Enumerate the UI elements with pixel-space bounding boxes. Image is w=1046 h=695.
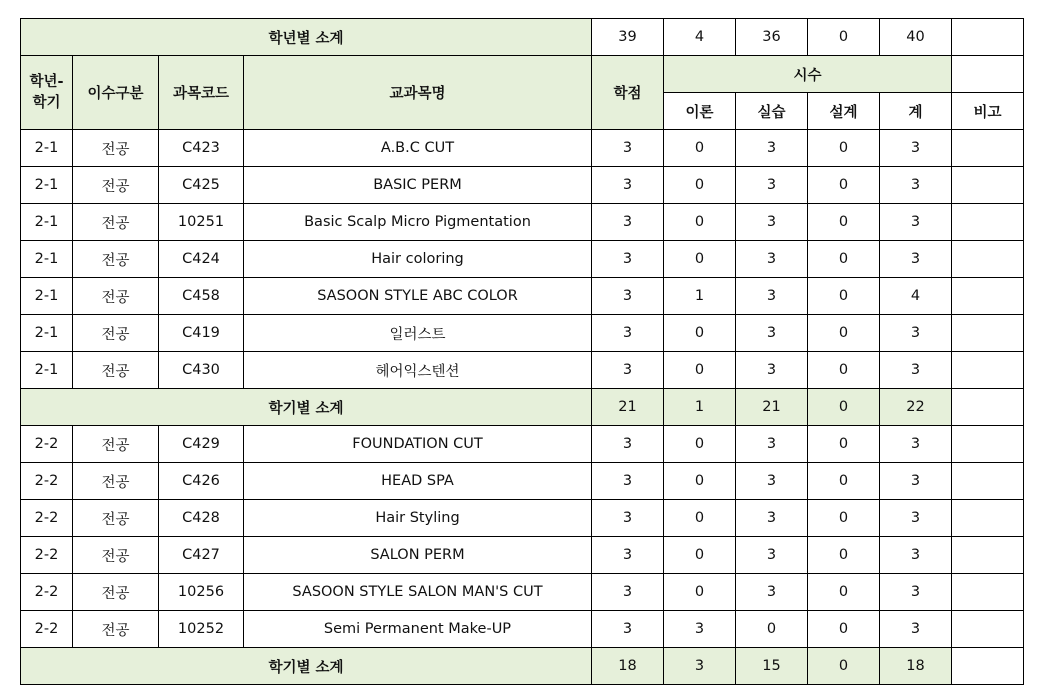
cell-note [952,167,1024,204]
header-total: 계 [880,93,952,130]
cell-theory: 0 [664,352,736,389]
cell-total: 3 [880,167,952,204]
table-row [21,537,1024,574]
cell-credits: 3 [592,500,664,537]
cell-name: 일러스트 [244,315,592,352]
cell-credits: 3 [592,167,664,204]
cell-category: 전공 [73,352,159,389]
cell-theory: 0 [664,537,736,574]
table-row [21,167,1024,204]
header-code: 과목코드 [159,56,244,130]
cell-note [952,278,1024,315]
cell-category: 전공 [73,278,159,315]
grade-subtotal-label: 학년별 소계 [21,19,592,56]
cell-code: 10252 [159,611,244,648]
cell-category: 전공 [73,463,159,500]
cell-total: 3 [880,315,952,352]
cell-note [952,611,1024,648]
cell-name: SALON PERM [244,537,592,574]
cell-term: 2-1 [21,315,73,352]
cell-term: 2-2 [21,611,73,648]
cell-term: 2-1 [21,352,73,389]
cell-category: 전공 [73,204,159,241]
grade-subtotal-total: 40 [880,19,952,56]
cell-note [952,500,1024,537]
semester-subtotal-credits: 21 [592,389,664,426]
cell-theory: 0 [664,426,736,463]
cell-credits: 3 [592,611,664,648]
cell-category: 전공 [73,315,159,352]
header-category: 이수구분 [73,56,159,130]
cell-name: 헤어익스텐션 [244,352,592,389]
cell-credits: 3 [592,278,664,315]
cell-term: 2-1 [21,241,73,278]
cell-note [952,537,1024,574]
cell-credits: 3 [592,574,664,611]
grade-subtotal-row [21,19,1024,56]
cell-credits: 3 [592,537,664,574]
cell-category: 전공 [73,500,159,537]
cell-name: SASOON STYLE ABC COLOR [244,278,592,315]
cell-credits: 3 [592,241,664,278]
cell-practice: 3 [736,315,808,352]
header-note-top [952,56,1024,93]
cell-theory: 0 [664,241,736,278]
cell-name: Basic Scalp Micro Pigmentation [244,204,592,241]
cell-design: 0 [808,611,880,648]
cell-note [952,241,1024,278]
cell-credits: 3 [592,315,664,352]
cell-term: 2-2 [21,426,73,463]
table-row [21,426,1024,463]
semester-subtotal-total: 18 [880,648,952,685]
grade-subtotal-note [952,19,1024,56]
header-grade-semester: 학년- 학기 [21,56,73,130]
cell-name: SASOON STYLE SALON MAN'S CUT [244,574,592,611]
cell-credits: 3 [592,130,664,167]
table-row [21,463,1024,500]
semester-subtotal-row [21,648,1024,685]
semester-subtotal-design: 0 [808,389,880,426]
table-row [21,352,1024,389]
table-row [21,315,1024,352]
cell-practice: 3 [736,537,808,574]
grade-subtotal-credits: 39 [592,19,664,56]
cell-category: 전공 [73,537,159,574]
cell-code: C427 [159,537,244,574]
cell-practice: 3 [736,241,808,278]
semester-subtotal-label: 학기별 소계 [21,648,592,685]
cell-category: 전공 [73,241,159,278]
header-practice: 실습 [736,93,808,130]
cell-total: 3 [880,500,952,537]
semester-subtotal-row [21,389,1024,426]
cell-note [952,463,1024,500]
cell-total: 3 [880,426,952,463]
semester-subtotal-total: 22 [880,389,952,426]
cell-theory: 0 [664,130,736,167]
cell-design: 0 [808,204,880,241]
cell-theory: 0 [664,204,736,241]
semester-subtotal-theory: 1 [664,389,736,426]
cell-term: 2-2 [21,500,73,537]
table-row [21,500,1024,537]
cell-theory: 0 [664,167,736,204]
table-row [21,204,1024,241]
cell-credits: 3 [592,204,664,241]
cell-total: 3 [880,241,952,278]
cell-name: FOUNDATION CUT [244,426,592,463]
semester-subtotal-label: 학기별 소계 [21,389,592,426]
cell-name: A.B.C CUT [244,130,592,167]
cell-credits: 3 [592,463,664,500]
cell-practice: 3 [736,204,808,241]
table-row [21,278,1024,315]
cell-note [952,352,1024,389]
cell-category: 전공 [73,426,159,463]
cell-name: Hair coloring [244,241,592,278]
semester-subtotal-practice: 21 [736,389,808,426]
table-row [21,130,1024,167]
cell-total: 3 [880,352,952,389]
cell-theory: 0 [664,315,736,352]
cell-code: C423 [159,130,244,167]
cell-credits: 3 [592,426,664,463]
cell-practice: 3 [736,167,808,204]
semester-subtotal-theory: 3 [664,648,736,685]
cell-total: 3 [880,463,952,500]
grade-subtotal-design: 0 [808,19,880,56]
cell-theory: 1 [664,278,736,315]
cell-code: C426 [159,463,244,500]
cell-note [952,315,1024,352]
cell-theory: 3 [664,611,736,648]
header-theory: 이론 [664,93,736,130]
semester-subtotal-note [952,648,1024,685]
cell-note [952,426,1024,463]
cell-code: 10256 [159,574,244,611]
cell-category: 전공 [73,130,159,167]
table-row [21,574,1024,611]
cell-design: 0 [808,315,880,352]
cell-design: 0 [808,426,880,463]
cell-total: 3 [880,611,952,648]
cell-code: C430 [159,352,244,389]
curriculum-table [20,18,1024,685]
header-row-1 [21,56,1024,93]
cell-category: 전공 [73,574,159,611]
cell-code: C428 [159,500,244,537]
cell-total: 4 [880,278,952,315]
cell-theory: 0 [664,500,736,537]
cell-name: HEAD SPA [244,463,592,500]
cell-term: 2-1 [21,130,73,167]
cell-note [952,204,1024,241]
cell-code: C429 [159,426,244,463]
cell-total: 3 [880,537,952,574]
cell-practice: 3 [736,574,808,611]
cell-total: 3 [880,130,952,167]
cell-design: 0 [808,574,880,611]
cell-practice: 3 [736,352,808,389]
grade-subtotal-practice: 36 [736,19,808,56]
header-note: 비고 [952,93,1024,130]
cell-code: C425 [159,167,244,204]
cell-total: 3 [880,204,952,241]
cell-term: 2-1 [21,167,73,204]
cell-code: 10251 [159,204,244,241]
cell-total: 3 [880,574,952,611]
cell-code: C424 [159,241,244,278]
cell-name: BASIC PERM [244,167,592,204]
header-name: 교과목명 [244,56,592,130]
cell-term: 2-1 [21,278,73,315]
header-hours: 시수 [664,56,952,93]
cell-code: C419 [159,315,244,352]
cell-practice: 0 [736,611,808,648]
cell-category: 전공 [73,611,159,648]
cell-name: Semi Permanent Make-UP [244,611,592,648]
cell-note [952,574,1024,611]
cell-design: 0 [808,278,880,315]
cell-theory: 0 [664,463,736,500]
semester-subtotal-design: 0 [808,648,880,685]
cell-category: 전공 [73,167,159,204]
cell-practice: 3 [736,426,808,463]
cell-practice: 3 [736,463,808,500]
grade-subtotal-theory: 4 [664,19,736,56]
semester-subtotal-practice: 15 [736,648,808,685]
cell-design: 0 [808,241,880,278]
cell-name: Hair Styling [244,500,592,537]
cell-practice: 3 [736,500,808,537]
cell-design: 0 [808,463,880,500]
cell-term: 2-2 [21,537,73,574]
semester-subtotal-credits: 18 [592,648,664,685]
cell-term: 2-2 [21,574,73,611]
cell-practice: 3 [736,130,808,167]
cell-code: C458 [159,278,244,315]
cell-theory: 0 [664,574,736,611]
cell-design: 0 [808,537,880,574]
cell-credits: 3 [592,352,664,389]
semester-subtotal-note [952,389,1024,426]
cell-note [952,130,1024,167]
cell-practice: 3 [736,278,808,315]
header-credits: 학점 [592,56,664,130]
cell-design: 0 [808,352,880,389]
cell-design: 0 [808,130,880,167]
curriculum-table-container [20,18,1024,685]
table-row [21,241,1024,278]
table-row [21,611,1024,648]
cell-design: 0 [808,500,880,537]
cell-term: 2-1 [21,204,73,241]
cell-design: 0 [808,167,880,204]
header-design: 설계 [808,93,880,130]
cell-term: 2-2 [21,463,73,500]
